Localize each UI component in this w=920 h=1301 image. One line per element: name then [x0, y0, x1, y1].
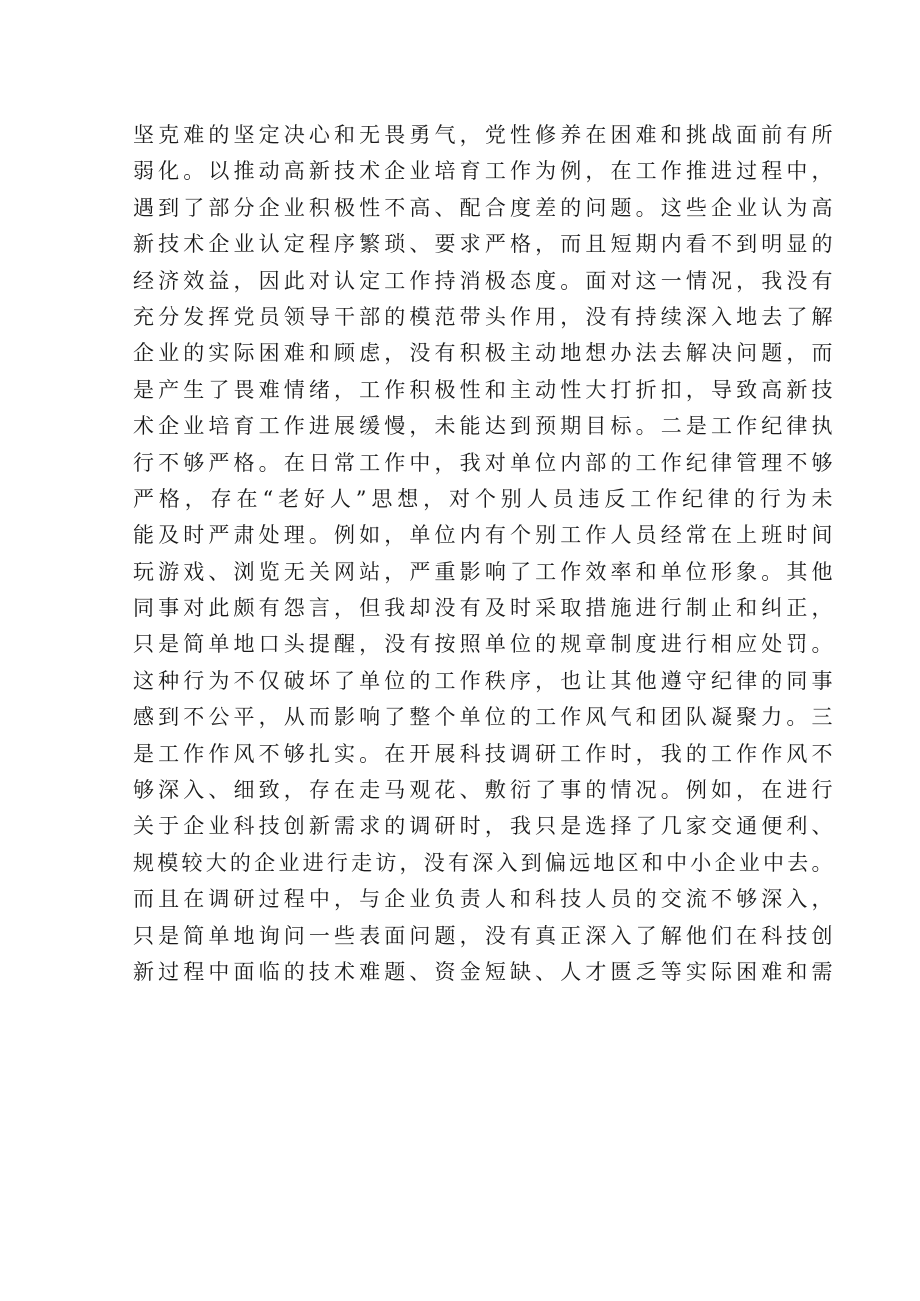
text-line: 能及时严肃处理。例如，单位内有个别工作人员经常在上班时间 — [133, 523, 833, 548]
text-line: 充分发挥党员领导干部的模范带头作用，没有持续深入地去了解 — [133, 304, 833, 329]
text-line: 新技术企业认定程序繁琐、要求严格，而且短期内看不到明显的 — [133, 232, 833, 257]
text-line: 这种行为不仅破坏了单位的工作秩序，也让其他遵守纪律的同事 — [133, 668, 833, 693]
text-line: 行不够严格。在日常工作中，我对单位内部的工作纪律管理不够 — [133, 450, 833, 475]
text-line: 弱化。以推动高新技术企业培育工作为例，在工作推进过程中， — [133, 159, 833, 184]
text-line: 新过程中面临的技术难题、资金短缺、人才匮乏等实际困难和需 — [133, 959, 833, 984]
text-line: 而且在调研过程中，与企业负责人和科技人员的交流不够深入， — [133, 887, 833, 912]
text-line: 只是简单地口头提醒，没有按照单位的规章制度进行相应处罚。 — [133, 632, 833, 657]
text-line: 术企业培育工作进展缓慢，未能达到预期目标。二是工作纪律执 — [133, 414, 833, 439]
text-line: 是工作作风不够扎实。在开展科技调研工作时，我的工作作风不 — [133, 741, 833, 766]
text-line: 坚克难的坚定决心和无畏勇气，党性修养在困难和挑战面前有所 — [133, 123, 833, 147]
text-line: 遇到了部分企业积极性不高、配合度差的问题。这些企业认为高 — [133, 195, 833, 220]
text-line: 够深入、细致，存在走马观花、敷衍了事的情况。例如，在进行 — [133, 778, 833, 803]
text-line: 企业的实际困难和顾虑，没有积极主动地想办法去解决问题，而 — [133, 341, 833, 366]
text-line: 严格，存在“老好人”思想，对个别人员违反工作纪律的行为未 — [133, 486, 833, 511]
text-line: 同事对此颇有怨言，但我却没有及时采取措施进行制止和纠正， — [133, 596, 833, 621]
text-line: 感到不公平，从而影响了整个单位的工作风气和团队凝聚力。三 — [133, 705, 833, 730]
text-line: 玩游戏、浏览无关网站，严重影响了工作效率和单位形象。其他 — [133, 559, 833, 584]
body-paragraph — [133, 117, 833, 990]
text-line: 规模较大的企业进行走访，没有深入到偏远地区和中小企业中去。 — [133, 850, 833, 875]
text-line: 关于企业科技创新需求的调研时，我只是选择了几家交通便利、 — [133, 814, 833, 839]
text-line: 只是简单地询问一些表面问题，没有真正深入了解他们在科技创 — [133, 923, 833, 948]
text-line: 经济效益，因此对认定工作持消极态度。面对这一情况，我没有 — [133, 268, 833, 293]
text-line: 是产生了畏难情绪，工作积极性和主动性大打折扣，导致高新技 — [133, 377, 833, 402]
